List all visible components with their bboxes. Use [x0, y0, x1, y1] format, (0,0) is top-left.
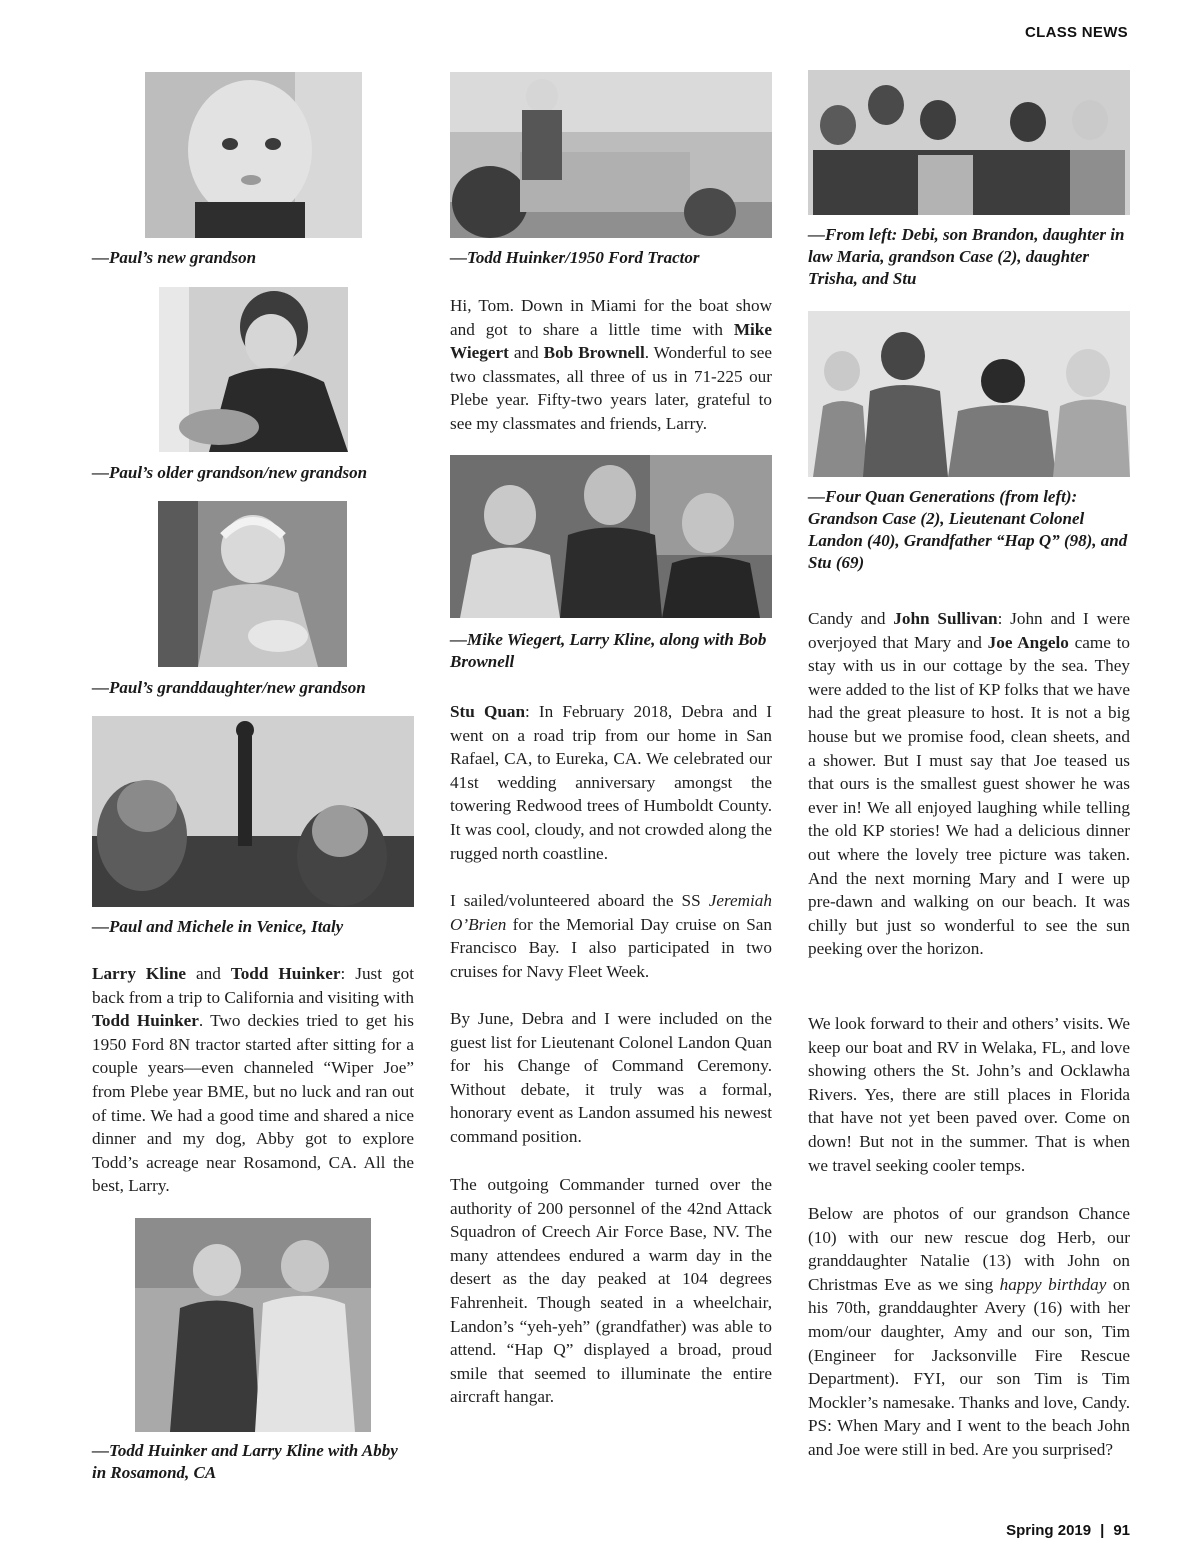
photo-rosamond [135, 1218, 371, 1432]
photo-granddaughter [158, 501, 347, 667]
page-footer [1006, 1522, 1130, 1539]
caption-granddaughter: —Paul’s granddaughter/new grandson [92, 678, 366, 697]
name-bob-brownell: Bob Brownell [543, 343, 645, 363]
article-miami: Hi, Tom. Down in Miami for the boat show and got to share a little time with Mike Wiegert and Bob Brownell. Wonderful to see two classmates, all three of us in 71-225 our Plebe year. Fifty-two years later, grateful to see my classmates and friends, Larry. [450, 296, 772, 433]
caption-older-grandson: —Paul’s older grandson/new grandson [92, 463, 368, 482]
article-jeremiah-obrien: I sailed/volunteered aboard the SS Jeremiah O’Brien for the Memorial Day cruise on San Francisco Bay. I also participated in two cruises for Navy Fleet Week. [450, 891, 772, 981]
article-stu-quan: Stu Quan: In February 2018, Debra and I went on a road trip from our home in San Rafael, CA, to Eureka, CA. We celebrated our 41st wedding anniversary amongst the towering Redwood trees of Humboldt County. It was cool, cloudy, and not crowded along the rugged north coastline. [450, 702, 772, 863]
article-larry-kline: Larry Kline and Todd Huinker: Just got back from a trip to California and visiting with Todd Huinker. Two deckies tried to get his 1950 Ford 8N tractor started after sitting for a couple years—even channeled “Wiper Joe” from Plebe year BME, but no luck and ran out of time. We had a good time and shared a nice dinner and my dog, Abby got to explore Todd’s acreage near Rosamond, CA. All the best, Larry. [92, 964, 414, 1196]
photo-ford-tractor [450, 72, 772, 238]
caption-ford-tractor: —Todd Huinker/1950 Ford Tractor [450, 248, 700, 267]
photo-quan-family [808, 70, 1130, 215]
issue-label: Spring 2019 [1006, 1522, 1092, 1539]
photo-older-grandson [159, 287, 348, 452]
caption-quan-family: —From left: Debi, son Brandon, daughter in law Maria, grandson Case (2), daughter Trisha, and Stu [808, 225, 1125, 288]
article-outgoing-commander: The outgoing Commander turned over the authority of 200 personnel of the 42nd Attack Squadron of Creech Air Force Base, NV. The many attendees endured a warm day in the desert as the day peaked at 104 degrees Fahrenheit. Though seated in a wheelchair, Landon’s “yeh-yeh” (grandfather) was able to attend. “Hap Q” displayed a broad, proud smile that seemed to illuminate the entire aircraft hangar. [450, 1175, 772, 1407]
footer-separator: | [1100, 1522, 1105, 1539]
name-larry-kline: Larry Kline [92, 964, 187, 983]
caption-rosamond: —Todd Huinker and Larry Kline with Abby in Rosamond, CA [92, 1441, 398, 1482]
name-stu-quan: Stu Quan [450, 702, 526, 721]
photo-classmates-miami [450, 455, 772, 618]
page-number: 91 [1113, 1522, 1130, 1539]
name-todd-huinker: Todd Huinker [230, 964, 341, 983]
caption-four-generations: —Four Quan Generations (from left): Grandson Case (2), Lieutenant Colonel Landon (40), Grandfather “Hap Q” (98), and Stu (69) [808, 487, 1128, 572]
name-john-sullivan: John Sullivan [893, 609, 998, 628]
song-title: happy birthday [999, 1274, 1107, 1294]
caption-classmates-miami: —Mike Wiegert, Larry Kline, along with Bob Brownell [450, 630, 767, 671]
article-grandchildren: Below are photos of our grandson Chance (10) with our new rescue dog Herb, our granddaughter Natalie (13) with John on Christmas Eve as we sing happy birthday on his 70th, granddaughter Avery (16) with her mom/our daughter, Amy and our son, Tim (Engineer for Jacksonville Fire Rescue Department). FYI, our son Tim is Tim Mockler’s namesake. Thanks and love, Candy. PS: When Mary and I went to the beach John and Joe were still in bed. Are you surprised? [808, 1204, 1131, 1459]
article-change-of-command: By June, Debra and I were included on the guest list for Lieutenant Colonel Landon Quan for his Change of Command Ceremony. Without debate, it truly was a formal, honorary event as Landon assumed his newest command position. [450, 1009, 772, 1146]
name-todd-huinker-2: Todd Huinker [92, 1011, 199, 1031]
caption-new-grandson: —Paul’s new grandson [92, 248, 257, 267]
section-header: CLASS NEWS [1024, 24, 1128, 41]
article-candy-sullivan: Candy and John Sullivan: John and I were overjoyed that Mary and Joe Angelo came to stay with us in our cottage by the sea. They were added to the list of KP folks that we have had the great pleasure to host. It is not a big house but we promise food, clean sheets, and a shower. But I must say that Joe teased us that ours is the smallest guest shower he was ever in! We all enjoyed laughing while telling the old KP stories! We had a delicious dinner out where the lovely tree picture was taken. And the next morning Mary and I were up pre-dawn and walking on our beach. It was chilly but just so wonderful to see the sun peeking over the horizon. [808, 609, 1130, 959]
article-welaka: We look forward to their and others’ visits. We keep our boat and RV in Welaka, FL, and love showing others the St. John’s and Ocklawha Rivers. Yes, there are still places in Florida that have not yet been paved over. Come on down! But not in the summer. That is when we travel seeking cooler temps. [808, 1014, 1130, 1175]
ship-name: Jeremiah O’Brien [450, 891, 772, 934]
photo-venice [92, 716, 414, 907]
name-joe-angelo: Joe Angelo [987, 632, 1069, 652]
caption-venice: —Paul and Michele in Venice, Italy [92, 917, 344, 936]
name-mike-wiegert: Mike Wiegert [450, 319, 772, 363]
photo-new-grandson [145, 72, 362, 238]
photo-four-generations [808, 311, 1130, 477]
